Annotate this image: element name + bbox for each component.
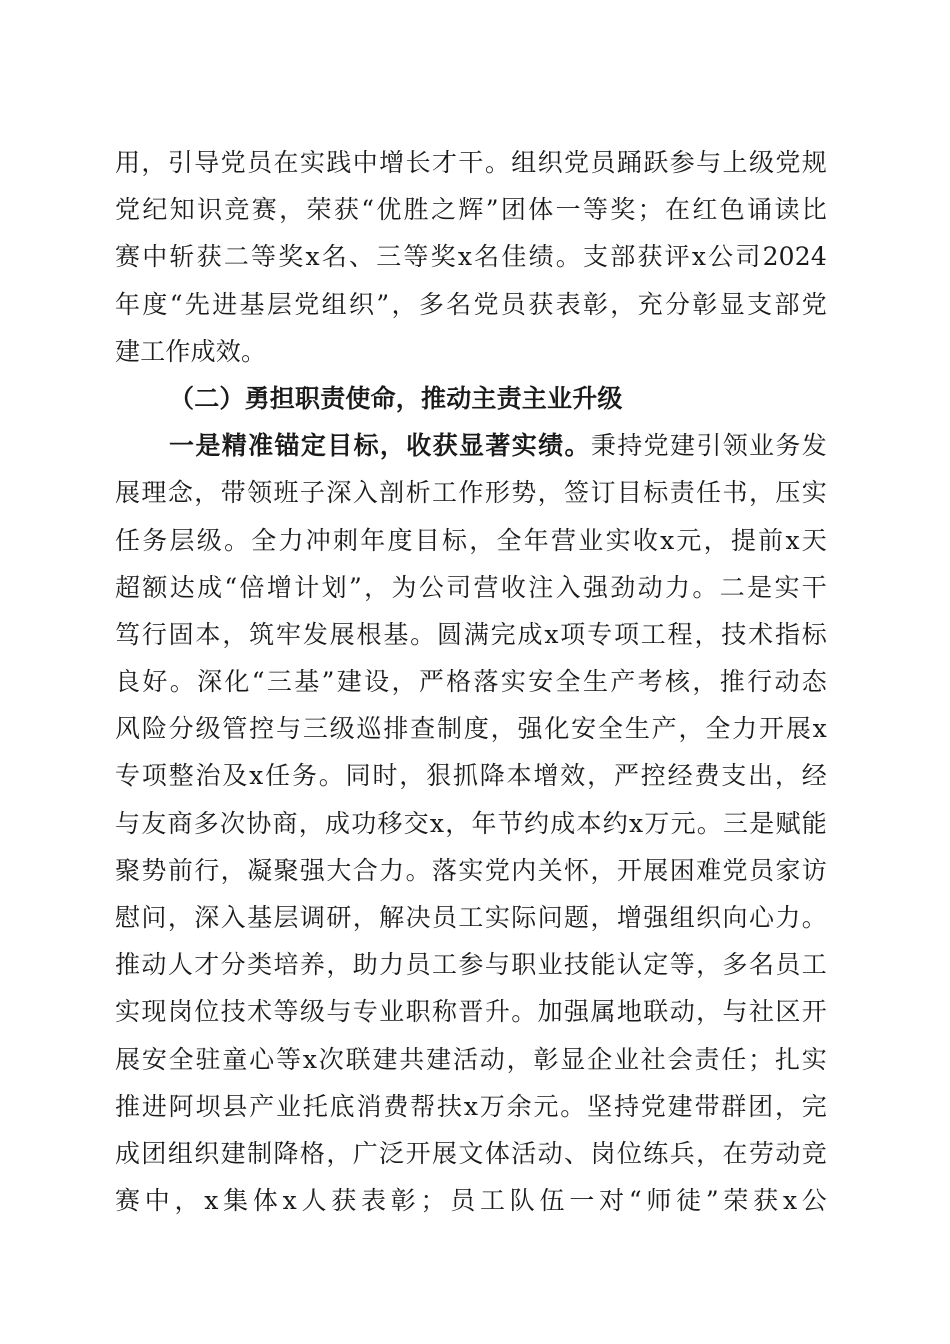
paragraph-line: 推动人才分类培养，助力员工参与职业技能认定等，多名员工 (115, 950, 827, 980)
paragraph-line: 聚势前行，凝聚强大合力。落实党内关怀，开展困难党员家访 (115, 855, 827, 885)
paragraph-line: 成团组织建制降格，广泛开展文体活动、岗位练兵，在劳动竞 (115, 1138, 827, 1168)
paragraph-line: 任务层级。全力冲刺年度目标，全年营业实收x元，提前x天 (115, 525, 827, 555)
paragraph-line: 展理念，带领班子深入剖析工作形势，签订目标责任书，压实 (115, 478, 827, 508)
paragraph-first-line (115, 422, 827, 469)
paragraph-line: 风险分级管控与三级巡排查制度，强化安全生产，全力开展x (115, 714, 827, 744)
paragraph-line: 年度“先进基层党组织”，多名党员获表彰，充分彰显支部党 (115, 289, 827, 319)
paragraph-line: 超额达成“倍增计划”，为公司营收注入强劲动力。二是实干 (115, 572, 827, 602)
paragraph-line: 笃行固本，筑牢发展根基。圆满完成x项专项工程，技术指标 (115, 619, 827, 649)
paragraph-line: 推进阿坝县产业托底消费帮扶x万余元。坚持党建带群团，完 (115, 1091, 827, 1121)
paragraph-line: 实现岗位技术等级与专业职称晋升。加强属地联动，与社区开 (115, 997, 827, 1027)
paragraph-line: 党纪知识竞赛，荣获“优胜之辉”团体一等奖；在红色诵读比 (115, 195, 827, 225)
paragraph-line-rest: 秉持党建引领业务发 (590, 431, 827, 461)
paragraph-line: 慰问，深入基层调研，解决员工实际问题，增强组织向心力。 (115, 903, 827, 932)
document-body (115, 139, 827, 1224)
paragraph-line: 良好。深化“三基”建设，严格落实安全生产考核，推行动态 (115, 667, 827, 697)
paragraph-line: 专项整治及x任务。同时，狠抓降本增效，严控经费支出，经 (115, 761, 827, 791)
paragraph-line: 赛中斩获二等奖x名、三等奖x名佳绩。支部获评x公司2024 (115, 242, 827, 272)
paragraph-line: 与友商多次协商，成功移交x，年节约成本约x万元。三是赋能 (115, 808, 827, 838)
paragraph-line: 赛中，x集体x人获表彰；员工队伍一对“师徒”荣获x公 (115, 1186, 827, 1216)
paragraph-line: 用，引导党员在实践中增长才干。组织党员踊跃参与上级党规 (115, 148, 827, 177)
paragraph-lead: 一是精准锚定目标，收获显著实绩。 (169, 431, 591, 461)
section-heading: （二）勇担职责使命，推动主责主业升级 (169, 383, 623, 413)
paragraph-line: 建工作成效。 (115, 336, 267, 366)
paragraph-line: 展安全驻童心等x次联建共建活动，彰显企业社会责任；扎实 (115, 1044, 827, 1074)
